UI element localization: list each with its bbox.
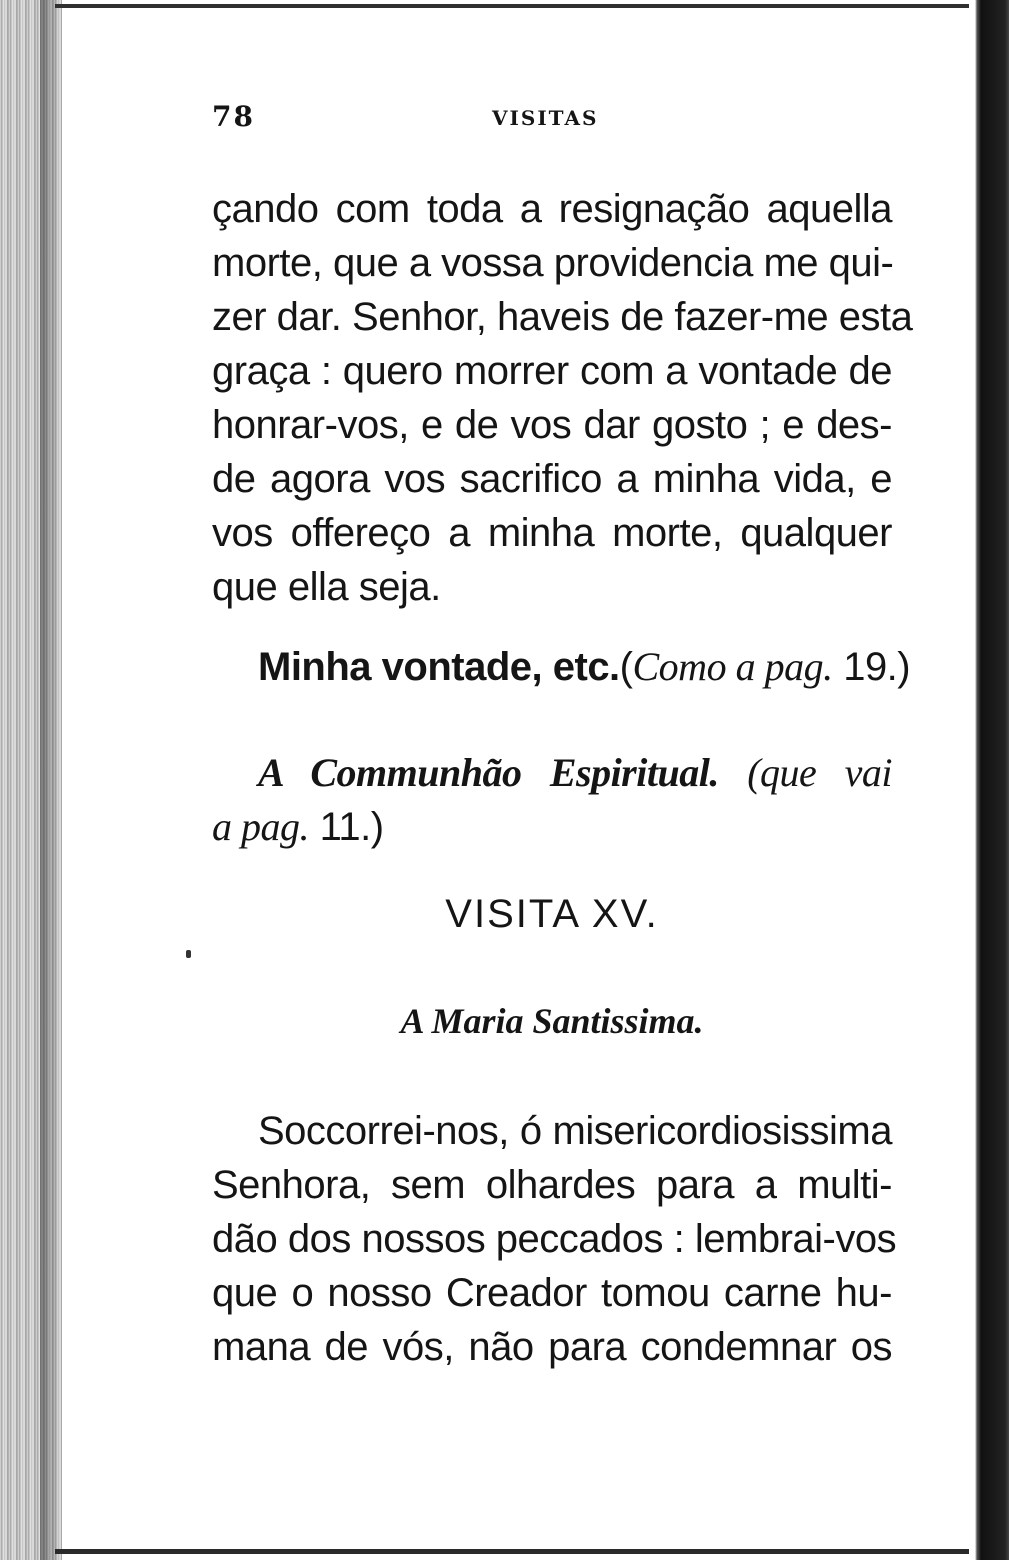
binding-edge-right: [965, 0, 1009, 1560]
communion-page-number: 11.): [309, 805, 384, 849]
open-paren: (: [619, 645, 633, 689]
text-line: Senhora, sem olhardes para a multi-: [212, 1163, 892, 1207]
page-number: 78: [212, 100, 255, 133]
ink-speck: [186, 950, 191, 958]
text-line: [212, 800, 892, 854]
page-edge-top: [55, 4, 969, 8]
text-line: mana de vós, não para condemnar os: [212, 1325, 892, 1369]
communion-page-label: a pag.: [212, 804, 309, 849]
text-line: de agora vos sacrifico a minha vida, e: [212, 457, 892, 501]
text-line: [212, 746, 892, 800]
text-line: [258, 640, 911, 694]
text-line: vos offereço a minha morte, qualquer: [212, 511, 892, 555]
communion-title: A Communhão Espiritual.: [258, 750, 719, 795]
visit-subheading: A Maria Santissima.: [400, 1001, 704, 1041]
reference-text: Minha vontade, etc.: [258, 645, 620, 689]
reference-italic: Como a pag.: [632, 644, 833, 689]
text-line: morte, que a vossa providencia me qui-: [212, 241, 894, 285]
communion-ref: (que vai: [718, 750, 892, 795]
reference-number: 19.): [832, 645, 911, 689]
binding-shadow: [40, 0, 60, 1560]
communion-reference: [212, 746, 892, 854]
page-edge-bottom: [55, 1549, 969, 1554]
paragraph-prayer: [212, 1104, 897, 1374]
text-line: graça : quero morrer com a vontade de: [212, 349, 892, 393]
text-line: zer dar. Senhor, haveis de fazer-me esta: [212, 295, 913, 339]
text-line: Soccorrei-nos, ó misericordiosissima: [258, 1109, 892, 1153]
prayer-reference: [258, 640, 911, 694]
visit-heading: VISITA XV.: [445, 892, 659, 936]
running-head: VISITAS: [492, 106, 599, 130]
paragraph-continuation: [212, 182, 913, 614]
text-line: dão dos nossos peccados : lembrai-vos: [212, 1217, 897, 1261]
text-line: que o nosso Creador tomou carne hu-: [212, 1271, 892, 1315]
text-line: çando com toda a resignação aquella: [212, 187, 892, 231]
page-header: [212, 100, 892, 140]
text-line: honrar-vos, e de vos dar gosto ; e des-: [212, 403, 892, 447]
text-line: que ella seja.: [212, 565, 441, 609]
